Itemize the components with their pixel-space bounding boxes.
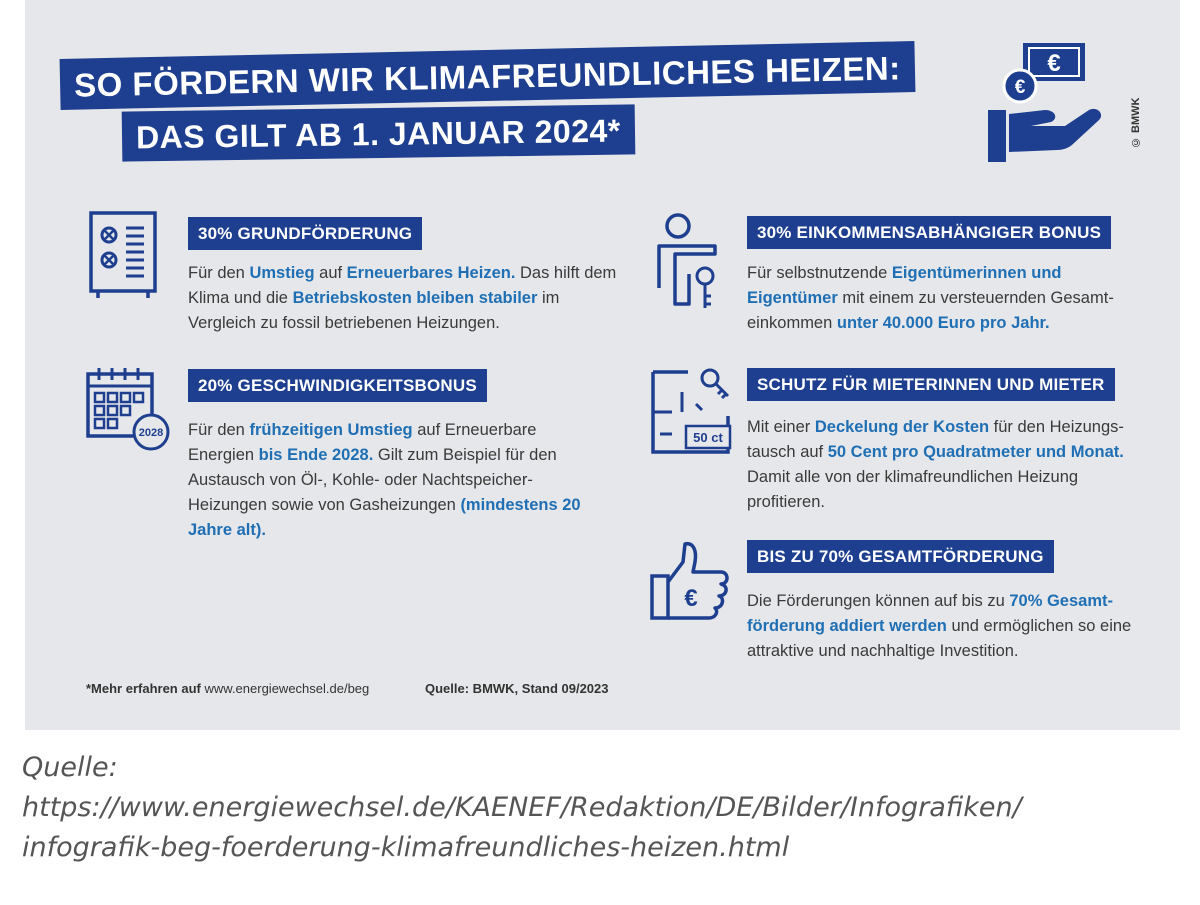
source-url-line-1[interactable]: https://www.energiewechsel.de/KAENEF/Redaktion/DE/Bilder/Infografiken/: [22, 792, 1022, 823]
svg-text:€: €: [684, 585, 698, 612]
calendar-year-label: 2028: [138, 427, 164, 439]
svg-text:€: €: [1047, 50, 1061, 77]
text-geschwindigkeitsbonus: Für den frühzeitigen Umstieg auf Erneuerbare Energien bis Ende 2028. Gilt zum Beispiel für den Austausch von Öl-, Kohle- oder Nachtspeicher-Heizungen sowie von Gasheizungen (mindestens 20 Jahre alt).: [188, 421, 581, 539]
badge-gesamtfoerderung: BIS ZU 70% GESAMTFÖRDERUNG: [747, 540, 1054, 573]
thumbs-up-euro-icon: [649, 540, 731, 622]
heat-pump-icon: [88, 210, 160, 300]
owner-key-icon: [655, 212, 725, 312]
badge-geschwindigkeitsbonus: 20% GESCHWINDIGKEITSBONUS: [188, 369, 487, 402]
badge-mieterschutz: SCHUTZ FÜR MIETERINNEN UND MIETER: [747, 368, 1115, 401]
svg-text:€: €: [1014, 77, 1026, 98]
text-gesamtfoerderung: Die Förderungen können auf bis zu 70% Gesamt-förderung addiert werden und ermöglichen so eine attraktive und nachhaltige Investition.: [747, 592, 1132, 660]
badge-grundfoerderung: 30% GRUNDFÖRDERUNG: [188, 217, 422, 250]
text-einkommensbonus: Für selbstnutzende Eigentümerinnen und Eigentümer mit einem zu versteuernden Gesamt-einkommen unter 40.000 Euro pro Jahr.: [747, 264, 1114, 332]
floorplan-key-icon: [650, 364, 732, 456]
badge-einkommensbonus: 30% EINKOMMENSABHÄNGIGER BONUS: [747, 216, 1111, 249]
page-title-line-2: DAS GILT AB 1. JANUAR 2024*: [122, 104, 635, 161]
source-url-line-2[interactable]: infografik-beg-foerderung-klimafreundliches-heizen.html: [22, 832, 790, 863]
text-grundfoerderung: Für den Umstieg auf Erneuerbares Heizen. Das hilft dem Klima und die Betriebskosten bleiben stabiler im Vergleich zu fossil betriebenen Heizungen.: [188, 264, 617, 332]
source-caption: [22, 748, 1192, 868]
page-title-line-1: SO FÖRDERN WIR KLIMAFREUNDLICHES HEIZEN:: [60, 41, 916, 110]
more-info-link[interactable]: www.energiewechsel.de/beg: [204, 681, 370, 696]
footnote-more-info: *Mehr erfahren auf www.energiewechsel.de/beg: [86, 681, 370, 696]
text-mieterschutz: Mit einer Deckelung der Kosten für den Heizungs-tausch auf 50 Cent pro Quadratmeter und Monat. Damit alle von der klimafreundlichen Heizung profitieren.: [747, 418, 1124, 511]
fifty-cent-label: 50 ct: [693, 430, 723, 445]
copyright-label: © BMWK: [1130, 97, 1142, 148]
footnote-source: Quelle: BMWK, Stand 09/2023: [425, 681, 609, 696]
source-caption-label: Quelle:: [22, 752, 118, 783]
money-hand-icon: [985, 40, 1110, 168]
calendar-icon: [85, 366, 173, 452]
